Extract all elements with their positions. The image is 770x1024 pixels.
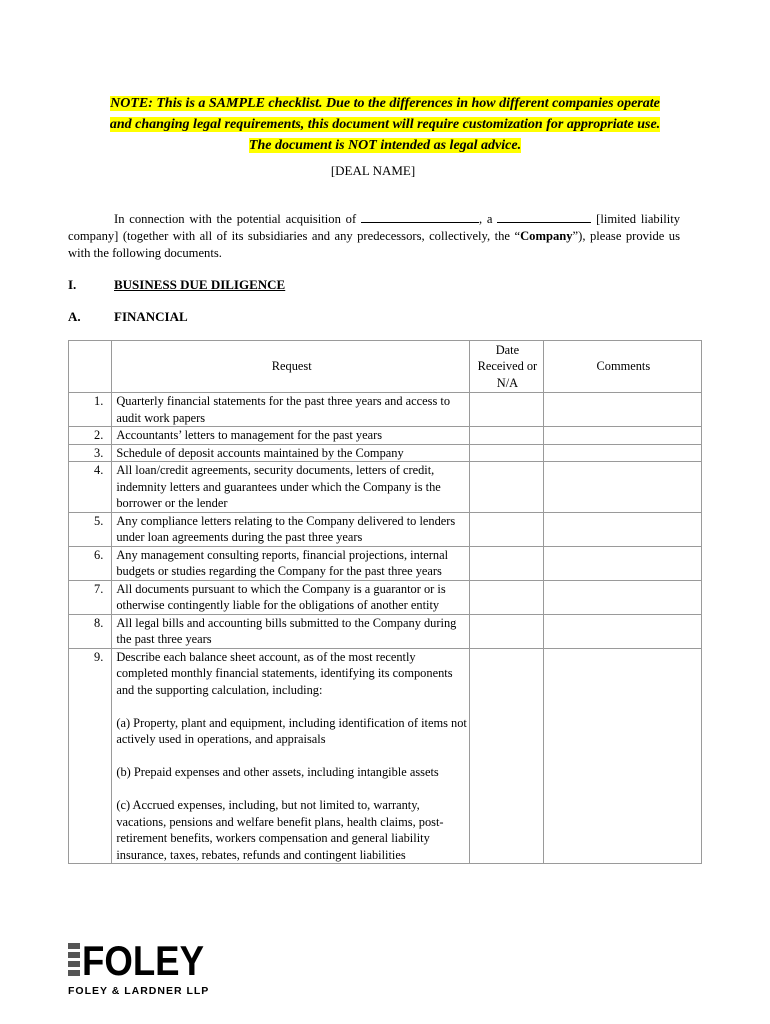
table-row	[69, 462, 702, 513]
request-text: Any management consulting reports, financial projections, internal budgets or studies regarding the Company for the past three years	[116, 547, 449, 578]
section-heading: I. BUSINESS DUE DILIGENCE	[68, 277, 286, 292]
foley-logo	[68, 937, 208, 984]
request-text: Schedule of deposit accounts maintained by the Company	[116, 445, 404, 460]
request-text: All legal bills and accounting bills submitted to the Company during the past three years	[116, 615, 457, 646]
logo-wordmark: FOLEY	[82, 937, 204, 984]
firm-name: FOLEY & LARDNER LLP	[68, 985, 210, 997]
company-term: Company	[520, 229, 573, 243]
request-text: (b) Prepaid expenses and other assets, including intangible assets	[116, 765, 439, 779]
request-cell	[112, 648, 470, 864]
note-line-1: NOTE: This is a SAMPLE checklist. Due to the differences in how different companies operate	[110, 96, 660, 111]
subsection-heading: A. FINANCIAL	[68, 309, 188, 324]
row-number: 4.	[69, 462, 112, 513]
acquiror-blank	[361, 211, 479, 223]
request-text: All documents pursuant to which the Company is a guarantor or is otherwise contingently liable for the obligations of another entity	[116, 581, 446, 612]
request-text: (a) Property, plant and equipment, including identification of items not actively used in operations, and appraisals	[116, 715, 467, 746]
request-cell	[112, 444, 470, 462]
request-text: (c) Accrued expenses, including, but not limited to, warranty, vacations, pensions and welfare benefit plans, health claims, post-retirement benefits, workers compensation and general liability insurance, taxes, rebates, refunds and contingent liabilities	[116, 798, 444, 862]
request-cell	[112, 393, 470, 427]
request-text: Accountants’ letters to management for the past years	[116, 428, 383, 442]
request-text: Any compliance letters relating to the Company delivered to lenders under loan agreements during the past three years	[116, 513, 456, 544]
date-received-cell[interactable]	[470, 393, 544, 427]
row-number: 8.	[69, 614, 112, 648]
comments-cell[interactable]	[543, 614, 701, 648]
date-received-cell[interactable]	[470, 444, 544, 462]
row-number: 5.	[69, 512, 112, 546]
comments-cell[interactable]	[543, 427, 701, 445]
row-number: 2.	[69, 427, 112, 445]
checklist-table	[68, 340, 702, 864]
request-text: Describe each balance sheet account, as of the most recently completed monthly financial statements, identifying its components and the supporting calculation, including:	[116, 649, 453, 697]
note-line-3: The document is NOT intended as legal advice.	[248, 138, 522, 153]
comments-cell[interactable]	[543, 462, 701, 513]
comments-cell[interactable]	[543, 393, 701, 427]
header-comments: Comments	[543, 341, 701, 393]
comments-cell[interactable]	[543, 546, 701, 580]
date-received-cell[interactable]	[470, 580, 544, 614]
note-line-2: and changing legal requirements, this document will require customization for appropriate use.	[109, 117, 661, 132]
table-row	[69, 393, 702, 427]
date-received-cell[interactable]	[470, 648, 544, 864]
date-received-cell[interactable]	[470, 512, 544, 546]
request-cell	[112, 546, 470, 580]
date-received-cell[interactable]	[470, 546, 544, 580]
intro-paragraph: In connection with the potential acquisition of , a [limited liability company] (together with all of its subsidiaries and any predecessors, collectively, the “Company”), please provide us with the following documents.	[68, 212, 681, 260]
request-cell	[112, 427, 470, 445]
request-cell	[112, 614, 470, 648]
comments-cell[interactable]	[543, 512, 701, 546]
table-row	[69, 546, 702, 580]
header-request: Request	[112, 341, 470, 393]
request-cell	[112, 512, 470, 546]
row-number: 1.	[69, 393, 112, 427]
header-date-received: Date Received or N/A	[470, 341, 544, 393]
table-row	[69, 580, 702, 614]
logo-bar-2	[68, 952, 80, 958]
table-row	[69, 427, 702, 445]
row-number: 9.	[69, 648, 112, 864]
request-cell	[112, 580, 470, 614]
request-text: Quarterly financial statements for the past three years and access to audit work papers	[116, 394, 451, 425]
row-number: 3.	[69, 444, 112, 462]
table-row	[69, 648, 702, 864]
company-blank	[497, 211, 591, 223]
logo-bar-3	[68, 961, 80, 967]
logo-bar-4	[68, 970, 80, 976]
deal-name: [DEAL NAME]	[330, 163, 416, 178]
row-number: 6.	[69, 546, 112, 580]
table-row	[69, 444, 702, 462]
table-row	[69, 512, 702, 546]
date-received-cell[interactable]	[470, 614, 544, 648]
request-cell	[112, 462, 470, 513]
comments-cell[interactable]	[543, 580, 701, 614]
row-number: 7.	[69, 580, 112, 614]
comments-cell[interactable]	[543, 444, 701, 462]
request-text: All loan/credit agreements, security documents, letters of credit, indemnity letters and guarantees under which the Company is the borrower or the lender	[116, 463, 441, 510]
date-received-cell[interactable]	[470, 462, 544, 513]
table-row	[69, 614, 702, 648]
date-received-cell[interactable]	[470, 427, 544, 445]
table-header-row	[69, 341, 702, 393]
sample-disclaimer-note	[60, 93, 710, 156]
logo-bar-1	[68, 943, 80, 949]
comments-cell[interactable]	[543, 648, 701, 864]
